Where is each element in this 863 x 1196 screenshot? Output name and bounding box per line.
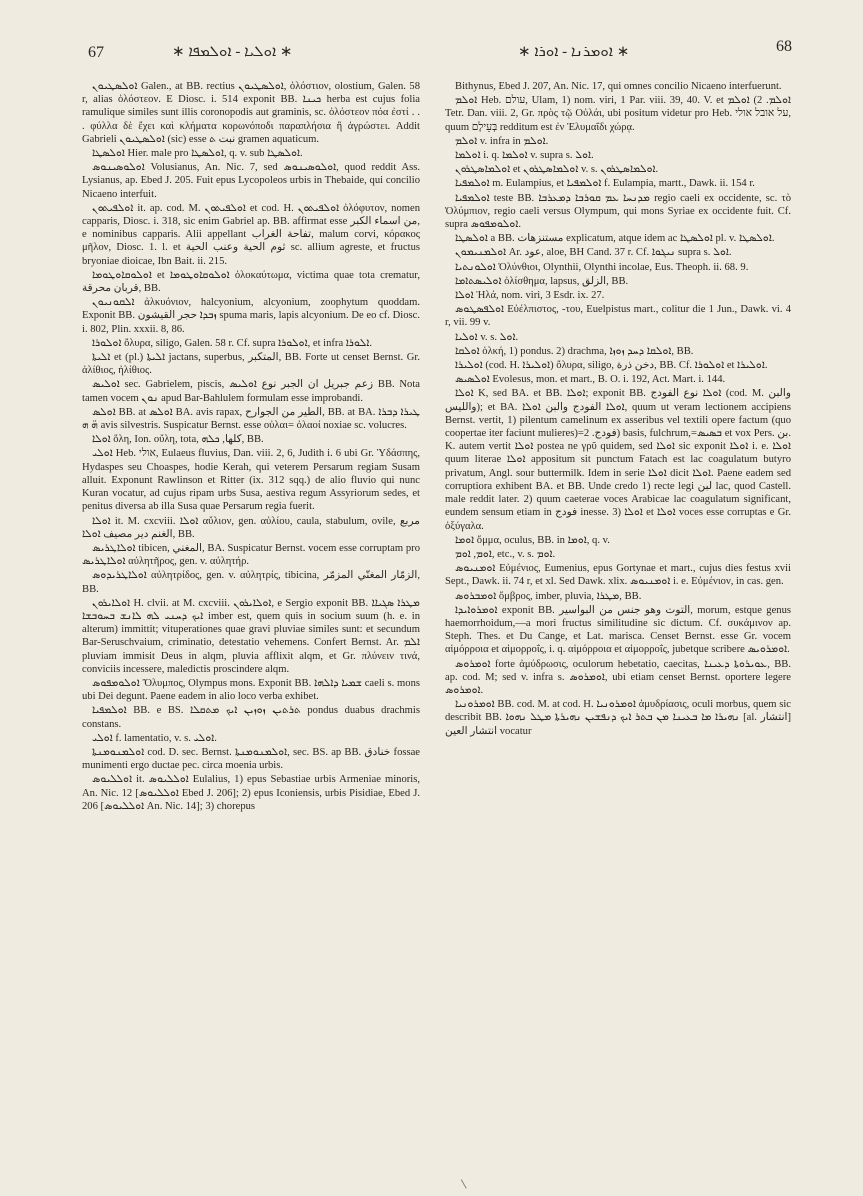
dictionary-entry: ܐܘܠܡܦܝܐ BB. e BS. ܬܪܬܝܢ ܙܘܙܝܢ ܐܝܟ ܡܬܩܠܐ pondus duabus drachmis constans. (82, 705, 420, 730)
dictionary-entry: ܐܘܠܦܣܛܘܣ Εὐέλπιστος, -του, Euelpistus mart., colitur die 1 Jun., Dawk. vi. 4 r, vii. 99 v. (445, 304, 791, 329)
running-head-left: ∗ ܐܘܠܝܐ - ܐܘܠܡܦܐ ∗ (172, 44, 293, 60)
dictionary-entry: ܐܘܠܡܢܝܡܘܢ Ar. عود, aloe, BH Cand. 37 r. Cf. ܢܝܓܘܐ supra s. ܐܘܠ. (455, 247, 732, 259)
dictionary-entry: ܐܘܡܒܪܘܣ ὄμβρος, imber, pluvia, ܡܛܪܐ, BB. (455, 590, 642, 602)
dictionary-entry: ܐܘܡܐ ὄμμα, oculus, BB. in ܐܘܡܐ, q. v. (455, 534, 610, 546)
dictionary-entry: ܐܘܠܡ Heb. עולם, Ulam, 1) nom. viri, 1 Par. viii. 39, 40. V. et ܐܘܠܡ. 2) ܐܘܠܡ Tetr. Dan. viii. 2, Gr. πρὸς τῷ Οὐλάι, ubi positum videtur pro Heb. על אובל אולי, quum בְּעֵילָם redditum est ἐν Ἐλυμαΐδι χώρᾳ. (445, 95, 791, 133)
dictionary-entry: ܐܘܠܝܪܐ (cod. H. ܐܘܠܝܪܐ) ὄλυρα, siligo, دخن ذرة, BB. Cf. ܐܘܠܘܪܐ et ܐܘܠܝܪܐ. (455, 360, 768, 372)
running-head-right: ∗ ܐܘܡܪܢܐ - ܐܘܪܐ ∗ (518, 44, 630, 60)
dictionary-entry: ܐܘܡ, ܐܘܡ, etc., v. s. ܐܘܡ. (455, 548, 556, 560)
dictionary-entry: ܐܘܠܝܣ sec. Gabrielem, piscis, زعم جبريل ان الجبر نوع ܐܘܠܝܣ BB. Nota tamen vocem ܢܘܢ apud Bar-Bahlulem formulam esse improbandi. (82, 379, 421, 404)
dictionary-entry: ܐܘܠܘܣܝܢܘܣ Volusianus, An. Nic. 7, sed ܐܘܠܘܣܝܢܘܣ, quod reddit Ass. Lysianus, ap. Ebed J. 205. Fuit epus Lycopoleos urbis in Thebaide, qui concilio Nicaeno interfuit. (82, 162, 421, 200)
dictionary-entry: ܐܘܠܣܛܐ Hier. male pro ܐܘܠܣܛܐ, q. v. sub ܐܘܠܣܛܐ. (92, 148, 303, 160)
dictionary-entry: ܐܘܠܝ Heb. אולי, Eulaeus fluvius, Dan. viii. 2, 6, Judith i. 6 ubi Gr. Ὑδάσπης, Hydaspes seu Choaspes, hodie Kerah, qui veterem Persarum regiam Susam alluit. Exponunt Rawlinson et Ritter (ix. 312 sqq.) de alio fluvio qui nunc Kuran vocatur, ad cujus ripam urbs Susa, aestiva regum Assyriorum sedes, et penitus diversa ab illa Susa quae Persarum regia fuerit. (82, 448, 420, 513)
dictionary-entry: ܐܘܠܝܣܬܐܡܐ ὀλίσθημα, lapsus, الزلق, BB. (455, 275, 629, 287)
right-column (445, 80, 791, 739)
page-blemish (461, 1177, 470, 1188)
dictionary-entry: ܐܘܠܣܝܣ Evolesus, mon. et mart., B. O. i. 192, Act. Mart. i. 144. (455, 374, 726, 386)
dictionary-entry: ܐܘܠܐ Ἠλά, nom. viri, 3 Esdr. ix. 27. (455, 290, 605, 302)
dictionary-entry: ܐܘܠܐܛܪܝܕܘܣ αὐλητρίδος, gen. v. αὐλητρίς, tibicina, الزمّار المغنّي المزمّر, BB. (82, 570, 420, 595)
dictionary-entry: ܐܘܠܡ v. infra in ܐܘܠܡ. (455, 135, 549, 147)
dictionary-entry: ܐܘܡܪܘܣ forte ἀμύδρωσις, oculorum hebetatio, caecitas, ܥܘܝܪܘܬܐ ܕܥܝܢܐ, BB. ap. cod. M; sed v. infra s. ܐܘܡܪܘܣ, ubi etiam censet Bernst. oportere legere ܐܘܡܪܘܣ. (445, 658, 792, 696)
dictionary-entry: ܐܘܠܣܛܝܘܢ Galen., at BB. rectius ܐܘܠܣܛܝܘܢ, ὀλόστιον, olostium, Galen. 58 r, alias ὀλόστεον. E Diosc. i. 514 exponit BB. ܟܝܢܐ herba est cujus folia ramulique similes sunt illis coronopodis aut graminis, sc. ὀλόστεον πόα ἐστί . . . φύλλα δὲ ἔχει καὶ κλήματα κορωνόποδι παραπλήσια ἢ ἀγρώστει. Addit Gabrieli ܐܘܠܣܛܝܘܢ (sic) esse نبت ܬ gramen aquaticum. (82, 81, 421, 145)
dictionary-entry: Bithynus, Ebed J. 207, An. Nic. 17, qui omnes concilio Nicaeno interfuerunt. (455, 81, 782, 92)
dictionary-entry: ܐܘܠܩܐ ὁλκή, 1) pondus. 2) drachma, ܐܘܠܩܐ ܕܚܕ ܙܘܙܐ, BB. (455, 345, 694, 357)
dictionary-entry: ܐܠܝܬܐ et (pl.) ܐܠܝܬܐ jactans, superbus, المتكبر, BB. Forte ut censet Bernst. Gr. ἀλίθιος, ἠλίθιος. (82, 352, 420, 377)
dictionary-entry: ܐܘܠܡܦܝܐ teste BB. ܡܕܢܚܐ ܥܡ ܩܘܪܒܐ ܕܡܥܪܒܐ regio caeli ex occidente, sc. τὸ Ὀλύμπιον, regio caeli versus Olympum, qui mons Syriae ex occidente fuit. Cf. supra ܐܘܠܘܡܦܘܣ. (445, 192, 791, 231)
dictionary-entry: ܐܘܠܐ it. M. cxcviii. ܐܘܠܐ αὔλιον, gen. αὐλίου, caula, stabulum, ovile, مربع الغنم دير مصيف ܐܘܠܐ, BB. (82, 515, 420, 540)
page-number-left: 67 (88, 44, 104, 61)
dictionary-entry: ܐܘܠܐܛܪܝܣ tibicen, المغني, BA. Suspicatur Bernst. vocem esse corruptam pro ܐܘܠܐܛܪܝܣ αὐλητῆρος, gen. v. αὐλητήρ. (82, 542, 420, 568)
dictionary-entry: ܐܘܡܪܘܐܝܕܐ exponit BB. التوت وهو جنس من البواسير, morum, estque genus haemorrhoidum,—a mori fructus similitudine sic dictum. Cf. συκάμινον ap. Steph. Thes. et Du Cange, et Lat. marisca. Censet Bernst. esse Gr. vocem αἱμόρροια et αἱμορροΐς, i. q. αἱμόρροια et αἱμορροΐς, jubetque scribere ܐܘܡܪܘܝܣ. (445, 604, 791, 656)
dictionary-entry: ܐܘܠܡܢܘܡܢܬܐ cod. D. sec. Bernst. ܐܘܠܡܢܘܡܢܬܐ, sec. BS. ap BB. خنادق fossae munimenti ergo ductae pec. circa moenia urbis. (82, 746, 421, 772)
left-column (82, 80, 420, 814)
dictionary-entry: ܐܘܠܦܝܬܘܢ it. ap. cod. M. ܐܘܠܦܝܬܘܢ et cod. H. ܐܘܠܦܝܬܘܢ ὀλόφυτον, nomen capparis, Diosc. i. 318, sic enim Gabriel ap. BB. affirmat esse من اسماء الكبر, e nominibus capparis. Alii appellant تفاحة الغراب, malum corvi, κόρακος μῆλον, Diosc. 1. l. et ثوم الحية وعنب الحية sc. allium agreste, et fructus bryoniae dioicae, Ibn Bait. ii. 215. (82, 202, 421, 267)
dictionary-entry: ܐܘܠܐ K, sed BA. et BB. ܐܘܠܐ; exponit BB. ܐܘܠܐ نوع الفودج (cod. M. والبن والليس); et BA. ܐܘܠܐ الفودج والبن ܐܘܠܐ, quum ut veram lectionem accipiens Bernst. vertit, 1) pilentum camelinum ex asseribus vel textili opere factum (quo coopertae iter faciunt mulieres)=فودج. 2) basis, fulchrum,=ܒܣܝܣ et vox Pers. بن. K. autem vertit ܐܘܠܐ postea ne γρῦ quidem, sed ܐܘܠܐ sic exponit ܐܘܠܐ i. e. ܐܘܠܐ quum literae ܐܘܠܐ appositum sit punctum Fatach est lac coagulatum butyro privatum, Angl. sour buttermilk. Idem in serie ܐܘܠܐ dicit ܐܘܠܐ. Paene eadem sed corruptiora exhibent BA. et BB. Unde credo 1) recte legi لبن lac, quod Castell. male reddit later. 2) quum caeterae voces Arabicae lac coagulatum significant, eundem sensum etiam in فودج inesse. 3) ܐܘܠܐ et ܐܘܠܐ voces esse corruptas e Gr. ὀξύγαλα. (445, 388, 792, 532)
dictionary-entry: ܐܘܠܘܪܐ ὄλυρα, siligo, Galen. 58 r. Cf. supra ܐܘܠܘܪܐ, et infra ܐܠܘܪܐ. (92, 337, 373, 349)
dictionary-entry: ܐܘܠܘܡܦܘܣ Ὄλυμπος, Olympus mons. Exponit BB. ܫܡܝܐ ܕܐܠܗܐ caeli s. mons ubi Dei degunt. Paene eadem in alio loco verba exhibet. (82, 677, 420, 703)
dictionary-entry: ܐܘܠܐܝܪܘܢ H. clvii. at M. cxcviii. ܐܘܠܐܝܪܘܢ, e Sergio exponit BB. ܡܛܪܐ ܣܓܝܐܐ ܐܝܟ ܕܚܢܝ ܠܗ ܠܐܢܫ ܒܚܘܒܫܐ imber est, quem quis in socium suum (h. e. in alterum) immittit; vituperationes quae gravi pluviae similes sunt: et secundum Bar-Seruschvaium, criminatio, detestatio vehemens. Confert Bernst. Ar. ܐܠܡ pluviam immisit Deus in alqm, pluvia afflixit alqm, et Gr. πλύνειν τινά, conviciis incessere, maledictis proscindere alqm. (82, 597, 420, 675)
column-divider (433, 80, 434, 1160)
dictionary-entry: ܐܘܠܐ ὅλη, Ion. οὔλη, tota, كلها, ܟܠܗ, BB. (92, 434, 264, 446)
dictionary-entry: ܐܘܠܠܝܘܣ it. ܐܘܠܠܝܘܣ Eulalius, 1) epus Sebastiae urbis Armeniae minoris, An. Nic. 12 [ܐܘܠܠܝܘܣ Ebed J. 206]; 2) epus Iconiensis, urbis Pisidiae, Ebed J. 206 [ܐܘܠܠܝܘܣ An. Nic. 14]; 3) chorepus (82, 774, 420, 812)
dictionary-entry: ܐܠܩܘܢܝܘܢ ἀλκυόνιον, halcyonium, alcyonium, zoophytum quoddam. Exponit BB. ܙܒܕܐ حجر القيشون spuma maris, lapis alcyonium. De eo cf. Diosc. i. 802, Plin. xxxii. 8, 86. (82, 297, 421, 335)
dictionary-entry: ܐܘܠܝܐ v. s. ܐܘܠ. (455, 331, 519, 343)
dictionary-entry: ܐܘܠܘܩܐܘܛܘܡܐ et ܐܘܠܘܩܐܘܛܘܡܐ ὁλοκαύτωμα, victima quae tota crematur, قربان محرقة, BB. (82, 269, 420, 295)
dictionary-entry: ܐܘܡܪܘܢܝܐ BB. cod. M. at cod. H. ܐܘܡܪܘܢܝܐ ἀμυδρίασις, oculi morbus, quem sic describit BB. ܢܗܝܪܐ ܡܐ ܒܥܝܢܐ ܡܢ ܒܬܪ ܐܝܟ ܕܢܦܫܝܢ ܢܗܝܪܬܐ ܡܛܠ ܢܗܘܐ [al. انتشار] انتشار العين vocatur (445, 699, 791, 737)
dictionary-entry: ܐܘܠܡܦܝܐ m. Eulampius, et ܐܘܠܡܦܝܐ f. Eulampia, martt., Dawk. ii. 154 r. (455, 178, 755, 190)
dictionary-entry: ܐܘܠܘܢܬܝܐ Ὀλύνθιοι, Olynthii, Olynthi incolae, Eus. Theoph. ii. 68. 9. (455, 261, 749, 273)
page-header (82, 30, 792, 70)
dictionary-entry: ܐܘܠܣ BB. at ܐܘܠܣ BA. avis rapax, الطير من الجوارح, BB. at BA. ܛܝܪܐ ܕܒܪܐ ܗ̈ ܗ avis silvestris. Suspicatur Bernst. esse οὐλαι= ὀλαοί noxiae sc. volucres. (82, 406, 420, 432)
dictionary-entry: ܐܘܠܝ f. lamentatio, v. s. ܐܘܠܝ. (92, 732, 217, 744)
dictionary-entry: ܐܘܠܡܐ i. q. ܐܘܠܡܐ v. supra s. ܐܘܠ. (455, 150, 594, 162)
dictionary-entry: ܐܘܡܢܝܘܣ Εὐμένιος, Eumenius, epus Gortynae et mart., cujus dies festus xvii Sept., Dawk. ii. 74 r, et xl. Sed Dawk. xlix. ܐܘܡܢܝܘܣ i. e. Εὐμένιον, in cas. gen. (445, 563, 791, 588)
dictionary-entry: ܐܘܠܣܛܐ a BB. مستنزهات explicatum, atque idem ac ܐܘܠܣܛܐ pl. v. ܐܘܠܣܛܐ. (455, 233, 775, 245)
page-number-right: 68 (776, 38, 792, 55)
dictionary-entry: ܐܘܠܡܐܣܛܪܘܢ et ܐܘܠܡܐܣܛܪܘܢ v. s. ܐܘܠܡܐܣܛܪܘܢ. (455, 164, 659, 176)
